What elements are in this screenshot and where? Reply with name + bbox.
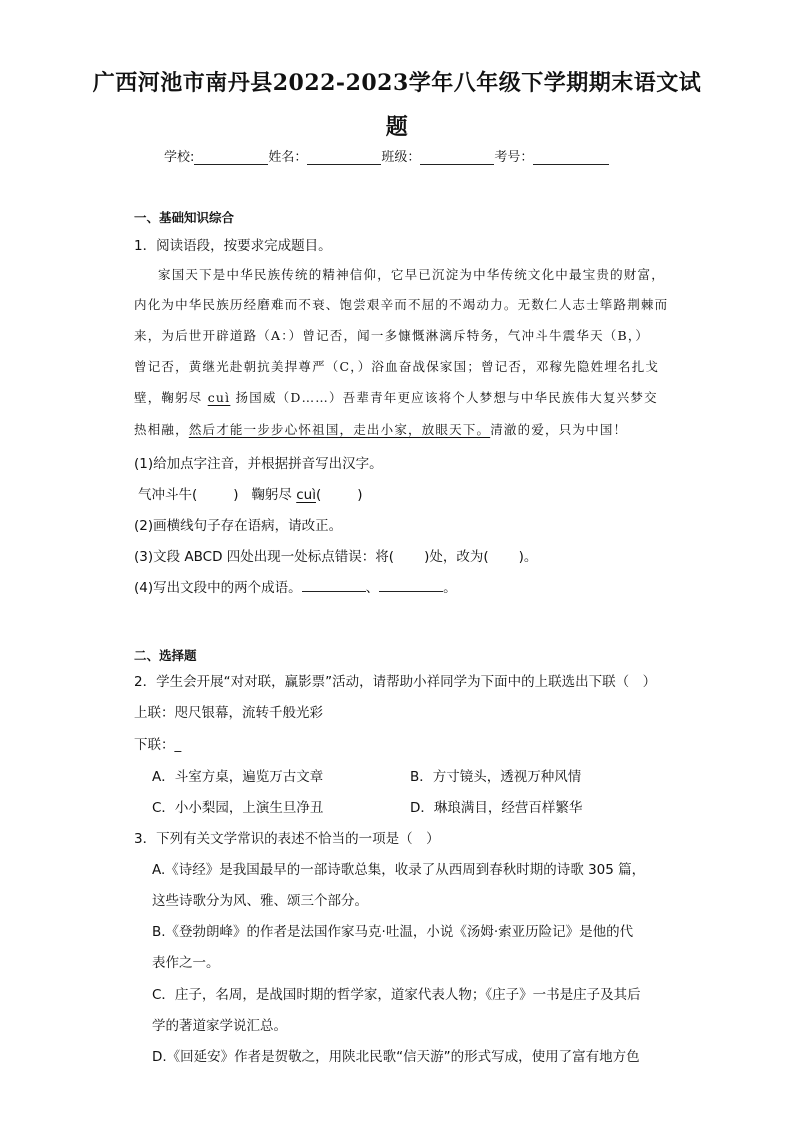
school-blank[interactable] (194, 150, 268, 165)
name-label: 姓名： (268, 150, 308, 165)
sub4-text-c: 。 (443, 580, 457, 596)
number-label: 考号： (494, 150, 534, 165)
q1-sub2: (2)画横线句子存在语病，请改正。 (134, 518, 343, 534)
q3-option-c-line-1[interactable]: C．庄子，名周，是战国时期的哲学家，道家代表人物；《庄子》一书是庄子及其后 (152, 987, 641, 1003)
name-blank[interactable] (307, 150, 381, 165)
q3-option-a-line-1[interactable]: A.《诗经》是我国最早的一部诗歌总集，收录了从西周到春秋时期的诗歌 305 篇， (152, 862, 646, 878)
q1-sub1: (1)给加点字注音，并根据拼音写出汉字。 (134, 456, 383, 472)
pinyin-cui: cuì (207, 390, 231, 405)
item-pinyin-cui: cuì (296, 487, 316, 503)
passage-line-6-b: 清澈的爱，只为中国！ (490, 422, 628, 437)
q1-sub3 (134, 545, 537, 565)
q3-option-b-line-1[interactable]: B.《登勃朗峰》的作者是法国作家马克·吐温，小说《汤姆·索亚历险记》是他的代 (152, 924, 634, 940)
q3-stem: 3．下列有关文学常识的表述不恰当的一项是（ ） (134, 831, 440, 847)
q2-option-a[interactable]: A．斗室方桌，遍览万古文章 (152, 769, 324, 785)
class-blank[interactable] (420, 150, 494, 165)
sub4-blank-1[interactable] (302, 579, 366, 592)
passage-line-3: 来，为后世开辟道路（A：）曾记否，闻一多慷慨淋漓斥特务，气冲斗牛震华天（B，） (134, 328, 650, 343)
passage-line-4: 曾记否，黄继光赴朝抗美捍尊严（C，）浴血奋战保家国；曾记否，邓稼先隐姓埋名扎戈 (134, 359, 660, 374)
passage-line-5-b: 扬国威（D……）吾辈青年更应该将个人梦想与中华民族伟大复兴梦交 (235, 390, 658, 405)
q2-option-d[interactable]: D．琳琅满目，经营百样繁华 (410, 800, 583, 816)
exam-title-line-1: 广西河池市南丹县2022-2023学年八年级下学期期末语文试 (92, 70, 702, 96)
paren-close-a: ) (233, 487, 239, 503)
paren-close-b: ) (357, 487, 363, 503)
class-label: 班级： (381, 150, 421, 165)
sub3-blank-1[interactable] (394, 549, 424, 561)
student-info-row (164, 146, 609, 165)
q3-option-c-line-2: 学的著道家学说汇总。 (152, 1018, 287, 1034)
passage-line-6-a: 热相融， (134, 422, 189, 437)
answer-blank-b[interactable] (321, 487, 357, 499)
sub3-blank-2[interactable] (489, 549, 519, 561)
sub4-text-a: (4)写出文段中的两个成语。 (134, 580, 302, 596)
paren-open-b: ( (315, 487, 322, 503)
sub3-text-c: )。 (518, 549, 538, 565)
q2-option-c[interactable]: C．小小梨园，上演生旦净丑 (152, 800, 324, 816)
section-2-heading: 二、选择题 (134, 648, 197, 663)
q2-lower-couplet: 下联：_ (134, 737, 182, 753)
q1-sub1-items (138, 483, 363, 503)
passage-line-6 (134, 420, 627, 438)
q3-option-d-line-1[interactable]: D.《回延安》作者是贺敬之，用陕北民歌“信天游”的形式写成，使用了富有地方色 (152, 1049, 640, 1065)
q2-upper-couplet: 上联：咫尺银幕，流转千般光彩 (134, 705, 323, 721)
passage-line-5 (134, 388, 658, 406)
sub3-text-a: (3)文段 ABCD 四处出现一处标点错误：将( (134, 549, 395, 565)
exam-title-line-2: 题 (385, 114, 409, 140)
passage-line-2: 内化为中华民族历经磨难而不衰、饱尝艰辛而不屈的不竭动力。无数仁人志士筚路荆棘而 (134, 297, 669, 312)
q3-option-b-line-2: 表作之一。 (152, 955, 220, 971)
answer-blank-a[interactable] (197, 487, 233, 499)
q1-sub4 (134, 576, 457, 596)
school-label: 学校: (164, 150, 195, 165)
item-qichongdouniu: 气冲斗牛( (138, 487, 198, 503)
passage-line-1: 家国天下是中华民族传统的精神信仰，它早已沉淀为中华传统文化中最宝贵的财富， (158, 267, 665, 282)
section-1-heading: 一、基础知识综合 (134, 210, 235, 225)
q3-option-a-line-2: 这些诗歌分为风、雅、颂三个部分。 (152, 893, 368, 909)
q2-option-b[interactable]: B．方寸镜头，透视万种风情 (410, 769, 582, 785)
q2-stem: 2．学生会开展“对对联，赢影票”活动，请帮助小祥同学为下面中的上联选出下联（ ） (134, 674, 657, 690)
number-blank[interactable] (533, 150, 609, 165)
passage-line-5-a: 壁，鞠躬尽 (134, 390, 203, 405)
q1-stem: 1．阅读语段，按要求完成题目。 (134, 238, 332, 254)
sub4-blank-2[interactable] (379, 579, 443, 592)
item-jugongjin: 鞠躬尽 (251, 487, 292, 503)
underlined-sentence: 然后才能一步步心怀祖国，走出小家，放眼天下。 (188, 422, 491, 437)
sub3-text-b: )处，改为( (424, 549, 489, 565)
sub4-text-b: 、 (365, 580, 380, 596)
